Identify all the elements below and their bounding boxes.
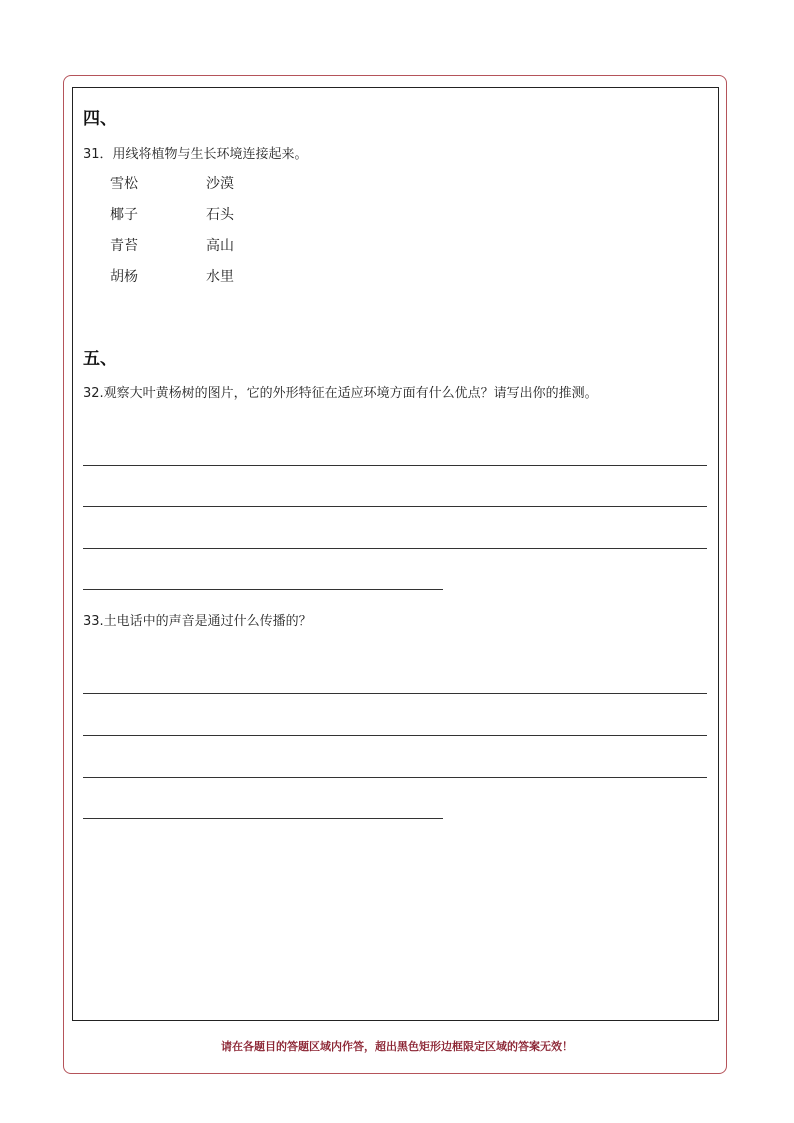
answer-line-q33[interactable] <box>83 693 707 694</box>
environment-item[interactable]: 水里 <box>206 269 234 285</box>
plant-item[interactable]: 青苔 <box>110 238 138 254</box>
answer-line-q33[interactable] <box>83 735 707 736</box>
answer-line-q33[interactable] <box>83 818 443 819</box>
environment-item[interactable]: 石头 <box>206 207 234 223</box>
question-33-text: 33.土电话中的声音是通过什么传播的？ <box>83 614 312 629</box>
footer-instruction: 请在各题目的答题区域内作答，超出黑色矩形边框限定区域的答案无效！ <box>221 1040 573 1053</box>
plant-item[interactable]: 椰子 <box>110 207 138 223</box>
answer-line-q32[interactable] <box>83 506 707 507</box>
plant-item[interactable]: 胡杨 <box>110 269 138 285</box>
environment-item[interactable]: 沙漠 <box>206 176 234 192</box>
plant-item[interactable]: 雪松 <box>110 176 138 192</box>
section-5-title: 五、 <box>83 349 117 369</box>
answer-line-q32[interactable] <box>83 589 443 590</box>
answer-line-q32[interactable] <box>83 548 707 549</box>
environment-item[interactable]: 高山 <box>206 238 234 254</box>
question-31-text: 31．用线将植物与生长环境连接起来。 <box>83 147 308 162</box>
answer-line-q32[interactable] <box>83 465 707 466</box>
section-4-title: 四、 <box>83 109 117 129</box>
answer-line-q33[interactable] <box>83 777 707 778</box>
question-32-text: 32.观察大叶黄杨树的图片，它的外形特征在适应环境方面有什么优点？请写出你的推测。 <box>83 386 598 401</box>
answer-area-frame <box>72 87 719 1021</box>
